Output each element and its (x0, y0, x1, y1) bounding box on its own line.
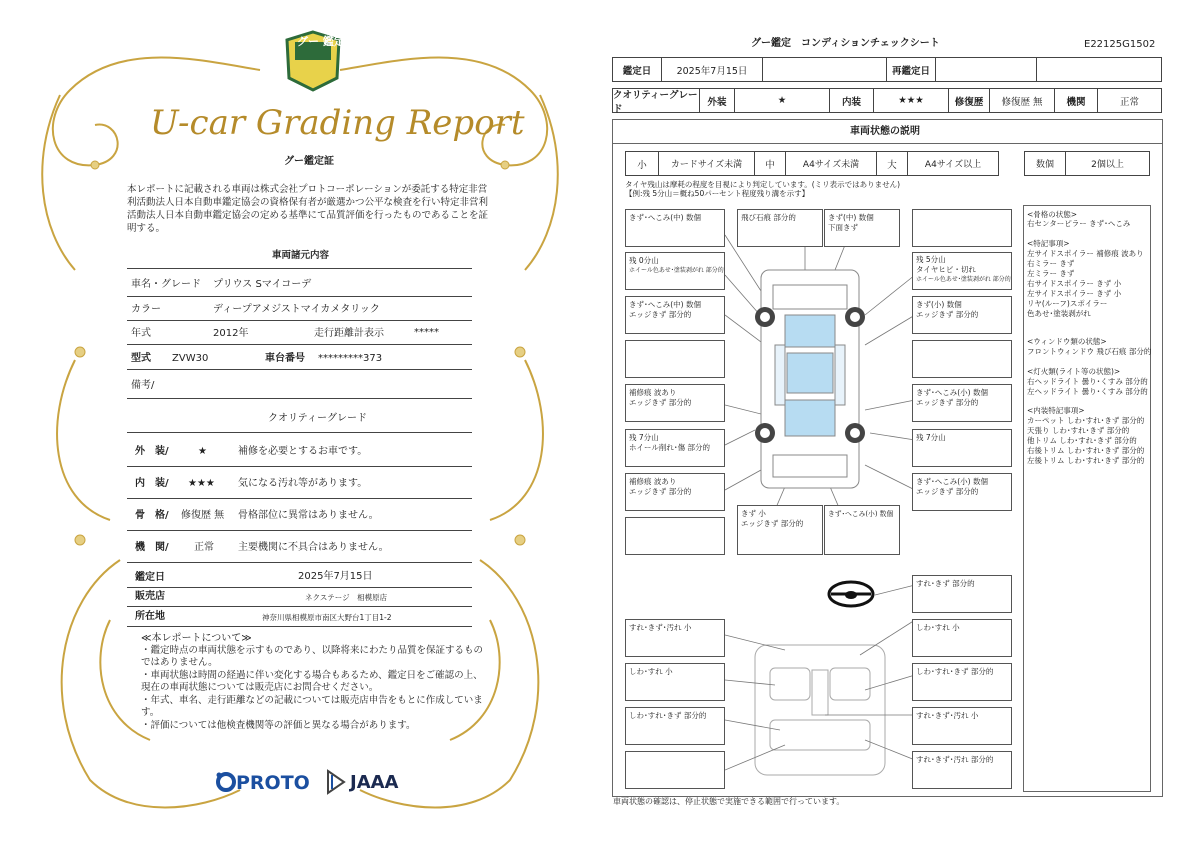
callout-rear-seat-left (625, 751, 725, 789)
address-value: 神奈川県相模原市南区大野台1丁目1-2 (262, 613, 392, 622)
special-note-4: 右サイドスポイラー きず 小 (1027, 279, 1122, 288)
int-value: ★★★ (873, 88, 949, 113)
callout-front-left-tire: 残 0分山 ホイール色あせ･塗装剥がれ 部分的 (625, 252, 725, 290)
size-small-desc: カードサイズ未満 (658, 151, 755, 176)
callout-driver-seat: しわ･すれ 小 (625, 663, 725, 701)
special-note-title: <特記事項> (1027, 239, 1070, 248)
quality-title: クオリティーグレード (268, 413, 367, 424)
size-large-desc: A4サイズ以上 (907, 151, 999, 176)
size-small: 小 (625, 151, 659, 176)
interior-note-3: 他トリム しわ･すれ･きず 部分的 (1027, 436, 1137, 445)
note-1: ・鑑定時点の車両状態を示すものであり、以降将来にわたり品質を保証するものではありません。 (141, 645, 484, 668)
interior-note-2: 天張り しわ･すれ･きず 部分的 (1027, 426, 1130, 435)
interior-note-5: 左後トリム しわ･すれ･きず 部分的 (1027, 456, 1145, 465)
frame-desc: 骨格部位に異常はありません。 (238, 510, 379, 521)
special-note-6: リヤ(ルーフ)スポイラー (1027, 299, 1108, 308)
callout-right-front-door (912, 340, 1012, 378)
interior-label: 内 装/ (135, 478, 169, 489)
address-label: 所在地 (135, 611, 165, 622)
callout-rear-right-fender: きず･へこみ(小) 数個 エッジきず 部分的 (912, 473, 1012, 511)
callout-rear-seat-right: すれ･きず･汚れ 部分的 (912, 751, 1012, 789)
exterior-label: 外 装/ (135, 446, 169, 457)
repair-label: 修復歴 (948, 88, 990, 113)
callout-passenger-seat: しわ･すれ･きず 部分的 (912, 663, 1012, 701)
year-label: 年式 (131, 328, 151, 339)
callout-headliner: しわ･すれ 小 (912, 619, 1012, 657)
callout-right-trim: すれ･きず･汚れ 小 (912, 707, 1012, 745)
frame-value: 修復歴 無 (181, 510, 225, 521)
chassis-value: *********373 (318, 353, 383, 364)
sheet-code: E22125G1502 (1084, 39, 1156, 50)
window-note-1: フロントウィンドウ 飛び石痕 部分的 (1027, 347, 1152, 356)
redate-label: 再鑑定日 (886, 57, 936, 82)
frame-label: 骨 格/ (135, 510, 169, 521)
engine-label: 機 関/ (135, 542, 169, 553)
callout-rear-left-corner (625, 517, 725, 555)
remarks-label: 備考/ (131, 380, 155, 391)
int-label: 内装 (829, 88, 874, 113)
callout-rear-bumper: きず 小 エッジきず 部分的 (737, 505, 823, 555)
date-value: 2025年7月15日 (661, 57, 763, 82)
interior-note-title: <内装特記事項> (1027, 406, 1085, 415)
ext-value: ★ (734, 88, 830, 113)
callout-front-left-bumper: きず･へこみ(中) 数個 (625, 209, 725, 247)
ext-label: 外装 (699, 88, 735, 113)
size-large: 大 (876, 151, 908, 176)
dealer-value: ネクステージ 相模原店 (305, 593, 388, 602)
proto-logo-icon (216, 771, 236, 795)
callout-steering: すれ･きず 部分的 (912, 575, 1012, 613)
jaaa-logo-text: JAAA (350, 772, 399, 793)
specs-title: 車両諸元内容 (272, 250, 330, 261)
callout-windshield: 飛び石痕 部分的 (737, 209, 823, 247)
special-note-1: 左サイドスポイラー 補修痕 波あり (1027, 249, 1144, 258)
name-value: プリウス Sマイコーデ (213, 279, 312, 290)
exterior-stars: ★ (198, 446, 207, 457)
condition-check-sheet (600, 0, 1200, 848)
date-blank (762, 57, 887, 82)
engine-value: 正常 (1097, 88, 1162, 113)
callout-trunk: きず･へこみ(小) 数個 (824, 505, 900, 555)
interior-stars: ★★★ (188, 478, 215, 489)
certificate-intro: 本レポートに記載される車両は株式会社プロトコーポレーションが委託する特定非営利活動法人日本自動車鑑定協会の資格保有者が厳選かつ公平な検査を行い特定非営利活動法人日本自動車鑑定協会の定める基準にて品質評価を行ったものであることを証明する。 (127, 184, 489, 234)
name-label: 車名・グレード (131, 279, 201, 290)
light-note-title: <灯火類(ライト等の状態)> (1027, 367, 1121, 376)
tire-note-2: 【例:残 5分山＝概ね50パーセント程度残り溝を示す】 (625, 189, 810, 198)
color-value: ディープアメジストマイカメタリック (213, 304, 380, 315)
section-title: 車両状態の説明 (850, 126, 920, 137)
size-mid: 中 (754, 151, 786, 176)
callout-front-right-fender: きず(小) 数個 エッジきず 部分的 (912, 296, 1012, 334)
interior-note-1: カーペット しわ･すれ･きず 部分的 (1027, 416, 1145, 425)
callout-left-front-door (625, 340, 725, 378)
sheet-title: グー鑑定 コンディションチェックシート (751, 38, 940, 49)
badge-text-top: グー 鑑定 (297, 35, 345, 48)
callout-rear-left-tire: 残 7分山 ホイール削れ･傷 部分的 (625, 429, 725, 467)
callout-front-left-fender: きず･へこみ(中) 数個 エッジきず 部分的 (625, 296, 725, 334)
note-3: ・年式、車名、走行距離などの記載については販売店申告をもとに作成しています。 (141, 695, 483, 718)
size-mid-desc: A4サイズ未満 (785, 151, 877, 176)
certificate-heading: グー鑑定証 (284, 156, 334, 167)
window-note-title: <ウィンドウ類の状態> (1027, 337, 1107, 346)
date-label: 鑑定日 (135, 572, 165, 583)
redate-blank (1036, 57, 1162, 82)
color-label: カラー (131, 304, 161, 315)
mileage-label: 走行距離計表示 (314, 328, 384, 339)
repair-value: 修復歴 無 (989, 88, 1055, 113)
count-label: 数個 (1024, 151, 1066, 176)
callout-front-right-tire: 残 5分山 タイヤヒビ・切れ ホイール色あせ･塗装剥がれ 部分的 (912, 252, 1012, 290)
callout-rear-left-fender: 補修痕 波あり エッジきず 部分的 (625, 473, 725, 511)
callout-front-bumper: きず(中) 数個 下面きず (824, 209, 900, 247)
count-value: 2個以上 (1065, 151, 1150, 176)
date-label: 鑑定日 (612, 57, 662, 82)
quality-label: クオリティーグレード (612, 88, 700, 113)
engine-label: 機関 (1054, 88, 1098, 113)
chassis-label: 車台番号 (265, 353, 305, 364)
light-note-1: 右ヘッドライト 曇り･くすみ 部分的 (1027, 377, 1148, 386)
callout-dashboard: すれ･きず･汚れ 小 (625, 619, 725, 657)
engine-desc: 主要機関に不具合はありません。 (238, 542, 389, 553)
model-value: ZVW30 (172, 353, 209, 364)
special-note-3: 左ミラー きず (1027, 269, 1075, 278)
note-4: ・評価については他検査機関等の評価と異なる場合があります。 (141, 720, 416, 731)
interior-note-4: 右後トリム しわ･すれ･きず 部分的 (1027, 446, 1145, 455)
light-note-2: 左ヘッドライト 曇り･くすみ 部分的 (1027, 387, 1148, 396)
tire-note-1: タイヤ残山は摩耗の程度を目視により判定しています。(ミリ表示ではありません) (625, 180, 901, 189)
script-title: U-car Grading Report (150, 103, 525, 143)
interior-desc: 気になる汚れ等があります。 (238, 478, 368, 489)
exterior-desc: 補修を必要とするお車です。 (238, 446, 368, 457)
engine-value: 正常 (194, 542, 214, 553)
special-note-2: 右ミラー きず (1027, 259, 1075, 268)
dealer-label: 販売店 (135, 591, 165, 602)
redate-value (935, 57, 1037, 82)
sheet-footer: 車両状態の確認は、停止状態で実施できる範囲で行っています。 (613, 797, 845, 806)
jaaa-logo-icon (326, 769, 346, 795)
date-value: 2025年7月15日 (298, 571, 373, 582)
proto-logo-text: PROTO (236, 772, 310, 794)
notes-title: ≪本レポートについて≫ (141, 633, 252, 644)
callout-rear-right-tire: 残 7分山 (912, 429, 1012, 467)
frame-note-1: 右センターピラー きず･へこみ (1027, 219, 1131, 228)
callout-front-right (912, 209, 1012, 247)
model-label: 型式 (131, 353, 151, 364)
special-note-5: 左サイドスポイラー きず 小 (1027, 289, 1122, 298)
special-note-7: 色あせ･塗装剥がれ (1027, 309, 1091, 318)
year-value: 2012年 (213, 328, 249, 339)
callout-left-rear-door: 補修痕 波あり エッジきず 部分的 (625, 384, 725, 422)
frame-note-title: <骨格の状態> (1027, 210, 1078, 219)
note-2: ・車両状態は時間の経過に伴い変化する場合もあるため、鑑定日をご確認の上、現在の車両状態については販売店にお問合せください。 (141, 670, 483, 693)
callout-right-rear-door: きず･へこみ(小) 数個 エッジきず 部分的 (912, 384, 1012, 422)
mileage-value: ***** (414, 327, 439, 338)
callout-left-trim: しわ･すれ･きず 部分的 (625, 707, 725, 745)
